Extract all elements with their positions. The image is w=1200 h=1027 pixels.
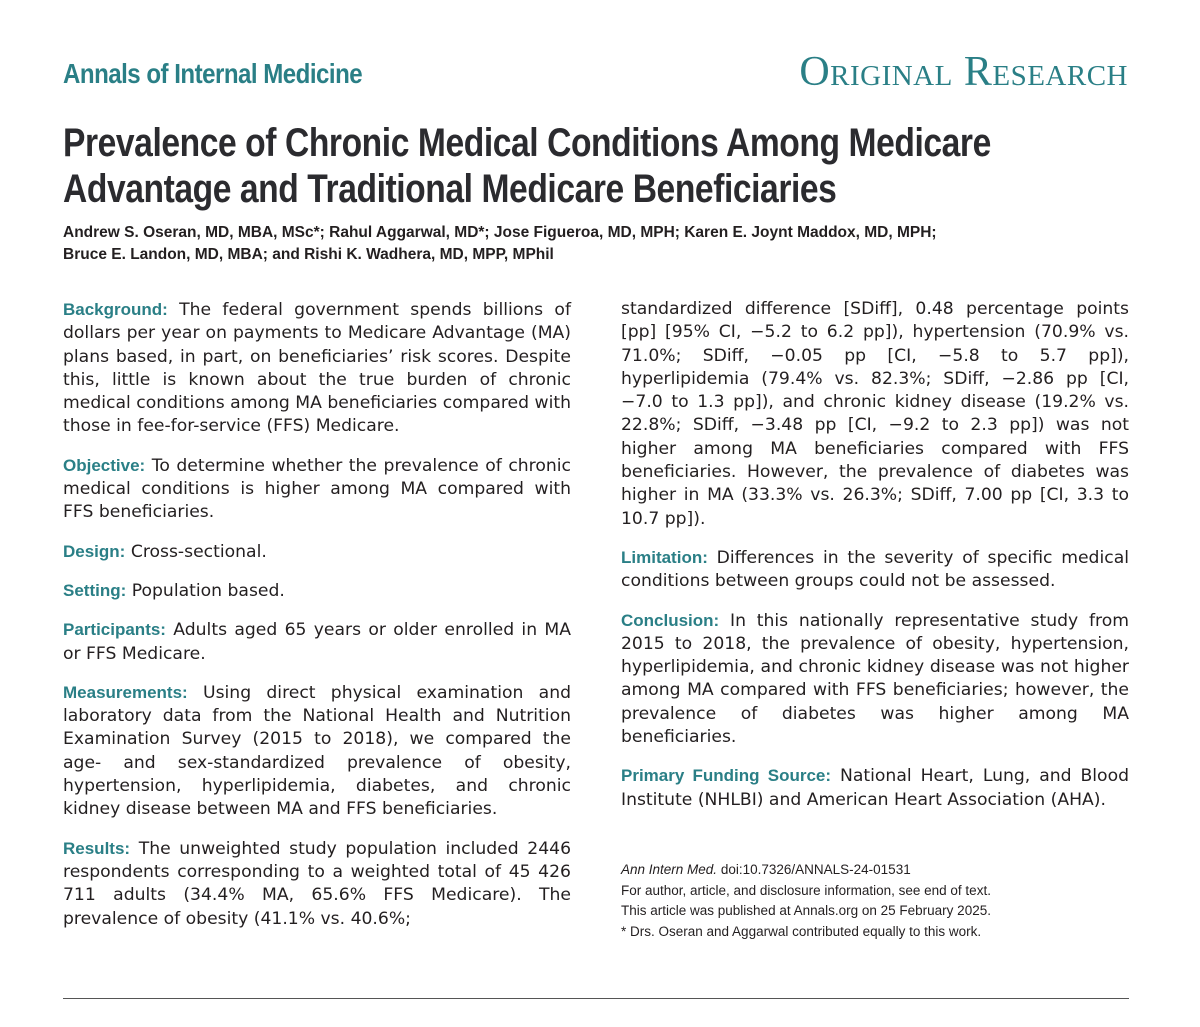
background-text: The federal government spends billions of dollars per year on payments to Medicare Advantage (MA) plans based, in part, on beneficiaries’ risk scores. Despite this, little is known about the true burden of chronic medical conditions among MA beneficiaries compared with those in fee-for-service (FFS) Medicare. [63,300,571,437]
abstract-objective [63,454,571,525]
results-text-left: The unweighted study population included 2446 respondents corresponding to a weighted total of 45 426 711 adults (34.4% MA, 65.6% FFS Medicare). The prevalence of obesity (41.1% vs. 40.6%; [63,838,571,929]
title-line-1: Prevalence of Chronic Medical Conditions Among Medicare [63,121,991,165]
design-label: Design: [63,541,126,561]
setting-label: Setting: [63,580,127,600]
measurements-text: Using direct physical examination and laboratory data from the National Health and Nutrition Examination Survey (2015 to 2018), we compared the age- and sex-standardized prevalence of obesity, hypertension, hyperlipidemia, diabetes, and chronic kidney disease between MA and FFS beneficiaries. [63,682,571,820]
background-label: Background: [63,300,168,319]
published-line: This article was published at Annals.org on 25 February 2025. [621,903,991,918]
design-text: Cross-sectional. [130,541,267,562]
limitation-label: Limitation: [621,547,708,567]
article-title [63,120,1054,212]
citation-journal: Ann Intern Med. [621,862,718,877]
participants-label: Participants: [63,620,166,640]
abstract-right-column [621,298,1129,827]
article-metadata [621,860,1141,942]
journal-name: Annals of Internal Medicine [63,58,363,89]
title-line-2: Advantage and Traditional Medicare Beneficiaries [63,167,837,211]
objective-label: Objective: [63,455,146,475]
abstract-results-start [63,837,571,931]
bottom-divider [63,998,1129,999]
author-list [63,222,1143,266]
citation-doi[interactable]: doi:10.7326/ANNALS-24-01531 [720,862,911,877]
abstract-funding [621,764,1129,812]
funding-text: National Heart, Lung, and Blood Institute (NHLBI) and American Heart Association (AHA). [621,766,1129,810]
results-label: Results: [63,838,131,858]
abstract-participants [63,618,571,666]
abstract-limitation [621,546,1129,594]
abstract-setting [63,579,571,603]
conclusion-text: In this nationally representative study from 2015 to 2018, the prevalence of obesity, hypertension, hyperlipidemia, and chronic kidney disease was not higher among MA compared with FFS beneficiaries; however, the prevalence of diabetes was higher among MA beneficiaries. [621,610,1129,748]
abstract-left-column [63,298,571,946]
setting-text: Population based. [131,580,285,601]
author-line-1: Andrew S. Oseran, MD, MBA, MSc*; Rahul Aggarwal, MD*; Jose Figueroa, MD, MPH; Karen E. Joynt Maddox, MD, MPH; [63,224,937,241]
results-text-right: standardized difference [SDiff], 0.48 percentage points [pp] [95% CI, −5.2 to 6.2 pp]), hypertension (70.9% vs. 71.0%; SDiff, −0.05 pp [CI, −5.8 to 5.7 pp]), hyperlipidemia (79.4% vs. 82.3%; SDiff, −2.86 pp [CI, −7.0 to 1.3 pp]), and chronic kidney disease (19.2% vs. 22.8%; SDiff, −3.48 pp [CI, −9.2 to 2.3 pp]) was not higher among MA beneficiaries compared with FFS beneficiaries. However, the prevalence of diabetes was higher in MA (33.3% vs. 26.3%; SDiff, 7.00 pp [CI, 3.3 to 10.7 pp]). [621,299,1129,529]
info-line: For author, article, and disclosure information, see end of text. [621,882,991,898]
objective-text: To determine whether the prevalence of chronic medical conditions is higher among MA compared with FFS beneficiaries. [63,455,571,523]
author-line-2: Bruce E. Landon, MD, MBA; and Rishi K. Wadhera, MD, MPP, MPhil [63,246,554,263]
measurements-label: Measurements: [63,682,188,702]
equal-contribution-footnote: * Drs. Oseran and Aggarwal contributed equally to this work. [621,923,982,939]
funding-label: Primary Funding Source: [621,766,832,786]
abstract-conclusion [621,609,1129,750]
citation-line [621,860,1141,881]
limitation-text: Differences in the severity of specific medical conditions between groups could not be assessed. [621,547,1130,592]
abstract-design [63,540,571,564]
section-label: Original Research [799,49,1128,95]
abstract-background [63,298,571,439]
conclusion-label: Conclusion: [621,610,720,630]
abstract-measurements [63,681,571,822]
abstract-results-continued [621,298,1129,531]
participants-text: Adults aged 65 years or older enrolled in MA or FFS Medicare. [63,620,571,664]
